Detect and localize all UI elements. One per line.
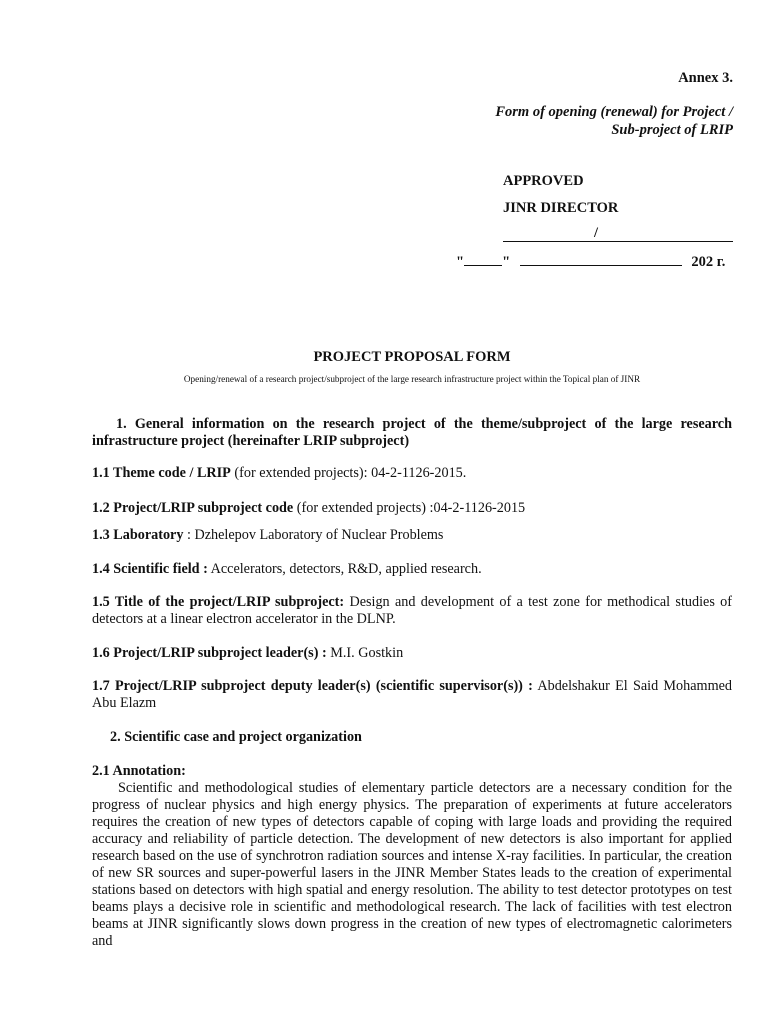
form-title-line1: Form of opening (renewal) for Project / xyxy=(495,104,733,120)
item-1-6-text: M.I. Gostkin xyxy=(326,645,404,661)
quote-open: " xyxy=(456,254,465,270)
item-1-4-text: Accelerators, detectors, R&D, applied research. xyxy=(207,561,482,577)
item-1-2-label: 1.2 Project/LRIP subproject code xyxy=(92,500,294,516)
item-1-3 xyxy=(92,527,732,544)
month-blank xyxy=(520,253,682,266)
item-1-1 xyxy=(92,465,732,482)
item-1-5-text: Design and development of a test zone for methodical studies of detectors at a linear electron accelerator in the DLNP. xyxy=(92,594,732,627)
date-line xyxy=(456,253,725,271)
item-1-7-label: 1.7 Project/LRIP subproject deputy leader(s) (scientific supervisor(s)) : xyxy=(92,678,533,694)
item-1-1-text: (for extended projects): 04-2-1126-2015. xyxy=(230,465,467,481)
item-1-3-text: : Dzhelepov Laboratory of Nuclear Problems xyxy=(183,527,444,543)
item-1-6 xyxy=(92,645,732,662)
quote-close: " xyxy=(502,254,511,270)
item-1-1-label: 1.1 Theme code / LRIP xyxy=(92,465,231,481)
approved-label: APPROVED xyxy=(503,173,584,189)
annotation-label: 2.1 Annotation: xyxy=(92,763,186,779)
director-label: JINR DIRECTOR xyxy=(503,200,619,216)
annex-label: Annex 3. xyxy=(678,70,733,86)
item-1-7 xyxy=(92,678,732,712)
page-title: PROJECT PROPOSAL FORM xyxy=(313,349,511,365)
item-1-3-label: 1.3 Laboratory xyxy=(92,527,184,543)
item-1-7-text: Abdelshakur El Said Mohammed Abu Elazm xyxy=(92,678,732,711)
item-1-4-label: 1.4 Scientific field : xyxy=(92,561,208,577)
signature-slash: / xyxy=(594,225,599,241)
item-1-5-label: 1.5 Title of the project/LRIP subproject: xyxy=(92,594,345,610)
section2-heading: 2. Scientific case and project organization xyxy=(110,729,362,745)
annotation-text: Scientific and methodological studies of elementary particle detectors are a necessary condition for the progress of nuclear physics and high energy physics. The preparation of experiments at future accelerators requires the creation of new types of detectors capable of coping with large loads and providing the required accuracy and reliability of particle detection. The development of new detectors is also important for applied research based on the use of synchrotron radiation sources and intense X-ray facilities. In particular, the creation of new SR sources and super-powerful lasers in the JINR Member States leads to the creation of experimental stations based on detectors with high spatial and energy resolution. The ability to test detector prototypes on test beams plays a decisive role in scientific and methodological research. The lack of facilities with test electron beams at JINR significantly slows down progress in the creation of new types of electromagnetic calorimeters and xyxy=(92,780,732,949)
item-1-2 xyxy=(92,500,732,517)
signature-line xyxy=(503,241,733,242)
item-1-5 xyxy=(92,594,732,628)
form-title-line2: Sub-project of LRIP xyxy=(611,122,733,138)
year-label: 202 г. xyxy=(691,254,726,270)
item-1-2-text: (for extended projects) :04-2-1126-2015 xyxy=(293,500,526,516)
section1-heading: 1. General information on the research project of the theme/subproject of the large research infrastructure project (hereinafter LRIP subproject) xyxy=(92,416,732,449)
item-1-4 xyxy=(92,561,732,578)
page-subtitle: Opening/renewal of a research project/subproject of the large research infrastructure project within the Topical plan of JINR xyxy=(183,374,641,384)
item-1-6-label: 1.6 Project/LRIP subproject leader(s) : xyxy=(92,645,327,661)
day-blank xyxy=(464,253,502,266)
